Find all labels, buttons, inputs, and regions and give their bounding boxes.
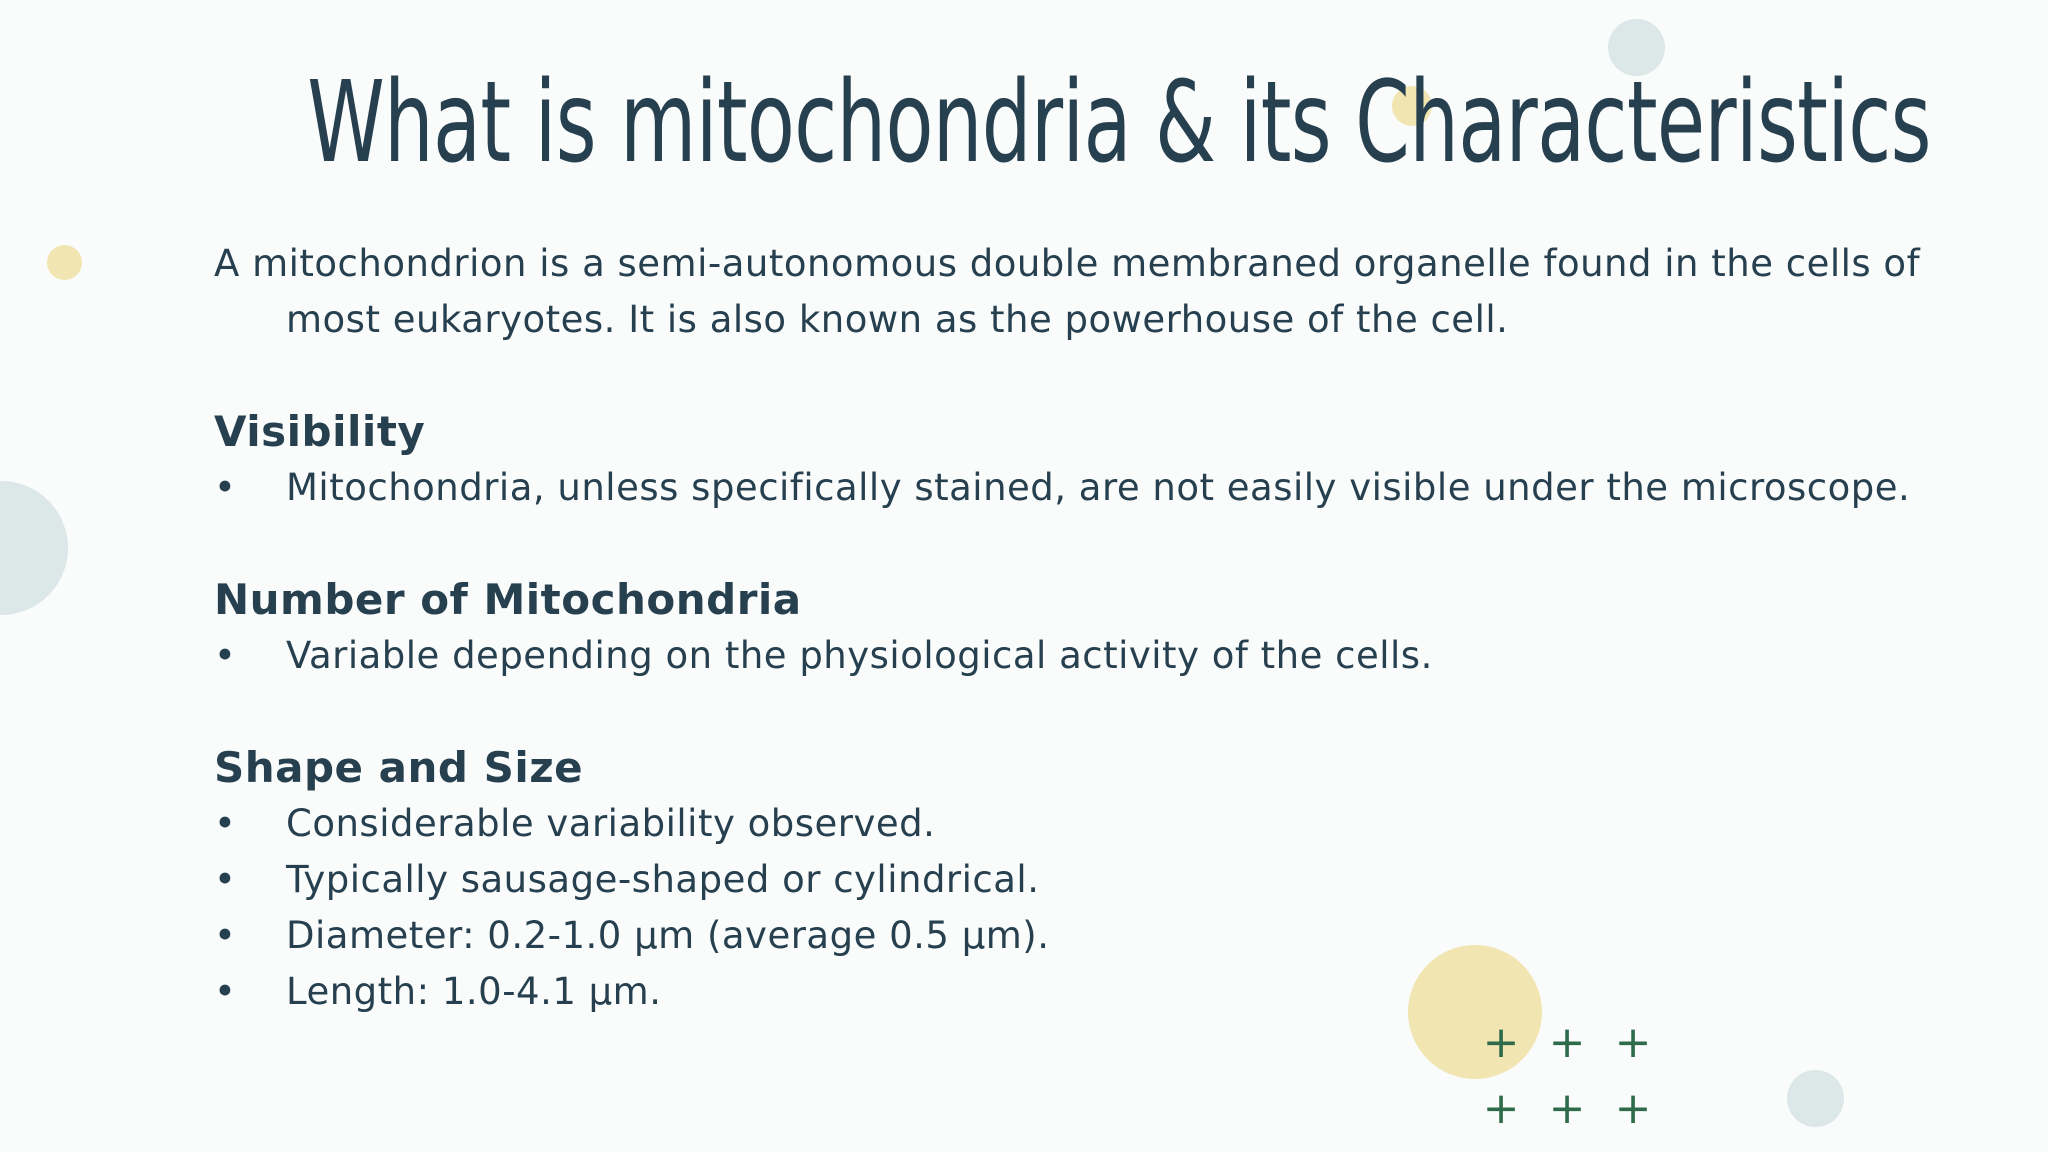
plus-icon: + — [1482, 1017, 1520, 1068]
list-item-text: Diameter: 0.2-1.0 µm (average 0.5 µm). — [286, 914, 1050, 957]
bullet-list — [214, 460, 1934, 516]
section-visibility — [214, 404, 1934, 516]
bullet-icon: • — [214, 466, 237, 509]
list-item-text: Length: 1.0-4.1 µm. — [286, 970, 662, 1013]
slide-title: What is mitochondria & its Characteristics — [307, 58, 1931, 188]
list-item — [214, 908, 1934, 964]
list-item-text: Mitochondria, unless specifically stained, are not easily visible under the microscope. — [286, 466, 1911, 509]
intro-paragraph: A mitochondrion is a semi-autonomous double membraned organelle found in the cells of most eukaryotes. It is also known as the powerhouse of the cell. — [214, 242, 1921, 341]
list-item — [214, 852, 1934, 908]
bullet-list — [214, 796, 1934, 1020]
section-heading: Number of Mitochondria — [214, 575, 802, 624]
section-number-of-mitochondria — [214, 572, 1934, 684]
plus-icon: + — [1548, 1017, 1586, 1068]
decorative-plus-grid — [1468, 1010, 1668, 1140]
list-item — [214, 796, 1934, 852]
decorative-teal-circle — [1787, 1070, 1844, 1127]
plus-icon: + — [1614, 1017, 1652, 1068]
decorative-teal-circle — [0, 481, 68, 615]
plus-icon: + — [1614, 1083, 1652, 1134]
section-heading: Visibility — [214, 407, 426, 456]
slide-content — [214, 236, 1934, 1020]
section-heading: Shape and Size — [214, 743, 584, 792]
list-item — [214, 460, 1934, 516]
plus-icon: + — [1482, 1083, 1520, 1134]
decorative-yellow-circle — [47, 245, 82, 280]
list-item — [214, 628, 1934, 684]
list-item-text: Variable depending on the physiological activity of the cells. — [286, 634, 1433, 677]
bullet-icon: • — [214, 914, 237, 957]
plus-icon: + — [1548, 1083, 1586, 1134]
bullet-icon: • — [214, 802, 237, 845]
list-item-text: Considerable variability observed. — [286, 802, 936, 845]
list-item-text: Typically sausage-shaped or cylindrical. — [286, 858, 1040, 901]
bullet-icon: • — [214, 970, 237, 1013]
bullet-icon: • — [214, 858, 237, 901]
section-shape-and-size — [214, 740, 1934, 1020]
bullet-list — [214, 628, 1934, 684]
bullet-icon: • — [214, 634, 237, 677]
list-item — [214, 964, 1934, 1020]
